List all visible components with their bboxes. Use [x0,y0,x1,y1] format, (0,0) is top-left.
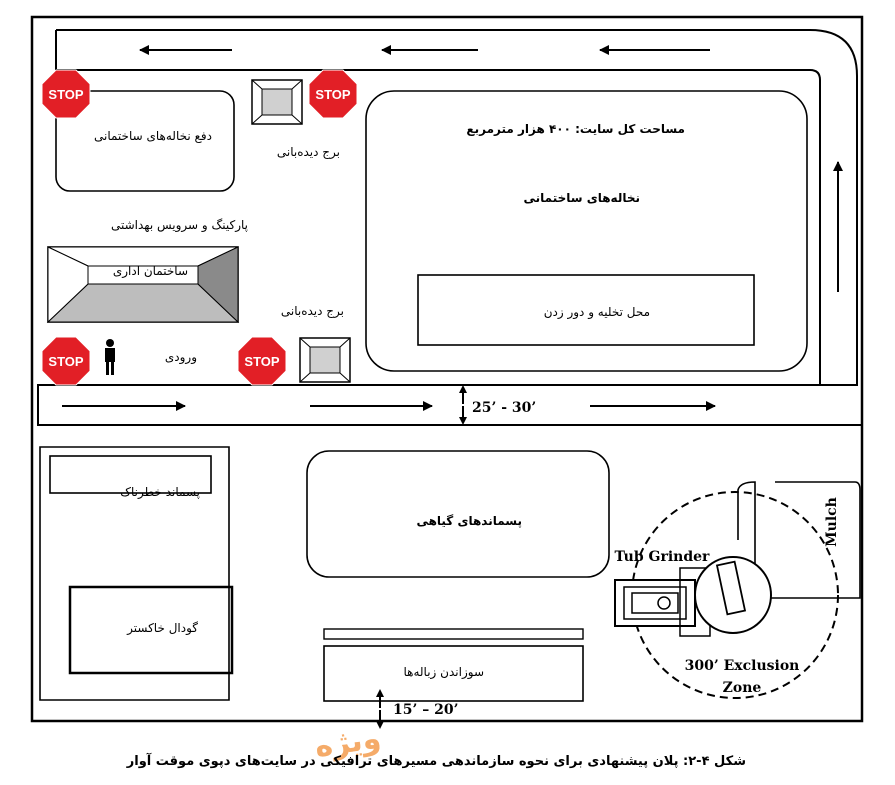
figure-caption: شکل ۴-۲: پلان پیشنهادی برای نحوه سازماندهی مسیرهای ترافیکی در سایت‌های دپوی موقت آوار [126,754,746,769]
watchtower-top-label: برج دیده‌بانی [276,145,340,159]
watchtower-icon [252,80,302,124]
stop-sign-icon [309,70,357,118]
tub-grinder-icon [615,557,771,636]
stop-label: STOP [48,354,84,369]
watermark: ویژه [312,720,384,765]
stop-label: STOP [244,354,280,369]
office-building [48,247,238,322]
stop-label: STOP [315,87,351,102]
stop-label: STOP [48,87,84,102]
building-waste-disposal-label: دفع نخاله‌های ساختمانی [94,129,212,143]
stop-sign-icon [42,337,90,385]
unload-area-label: محل تخلیه و دور زدن [543,305,650,319]
site-area-label: مساحت کل سایت: ۴۰۰ هزار مترمربع [466,122,685,136]
parking-label: پارکینگ و سرویس بهداشتی [110,218,248,232]
office-building-label: ساختمان اداری [112,264,188,278]
mulch-label: Mulch [824,497,840,547]
road-inner-edge [56,30,820,384]
road-width-top-label: 25’ - 30’ [472,400,537,416]
entrance-label: ورودی [164,350,197,364]
stop-sign-icon [42,70,90,118]
person-icon [105,339,115,375]
tub-grinder-label: Tub Grinder [614,549,710,565]
exclusion-zone-label-line1: 300’ Exclusion [684,658,800,674]
green-waste-label: پسماندهای گیاهی [416,514,522,528]
stop-sign-icon [238,337,286,385]
road-width-bottom-label: 15’ – 20’ [393,702,459,718]
ash-pit-label: گودال خاکستر [127,621,198,635]
burn-strip [324,629,583,639]
watchtower-bottom-label: برج دیده‌بانی [280,304,344,318]
hazardous-waste-label: پسماند خطرناک [120,485,200,499]
exclusion-zone-label-line2: Zone [722,680,762,696]
burn-waste-label: سوزاندن زباله‌ها [403,665,484,679]
watchtower-icon [300,338,350,382]
building-waste-label: نخاله‌های ساختمانی [523,191,640,205]
